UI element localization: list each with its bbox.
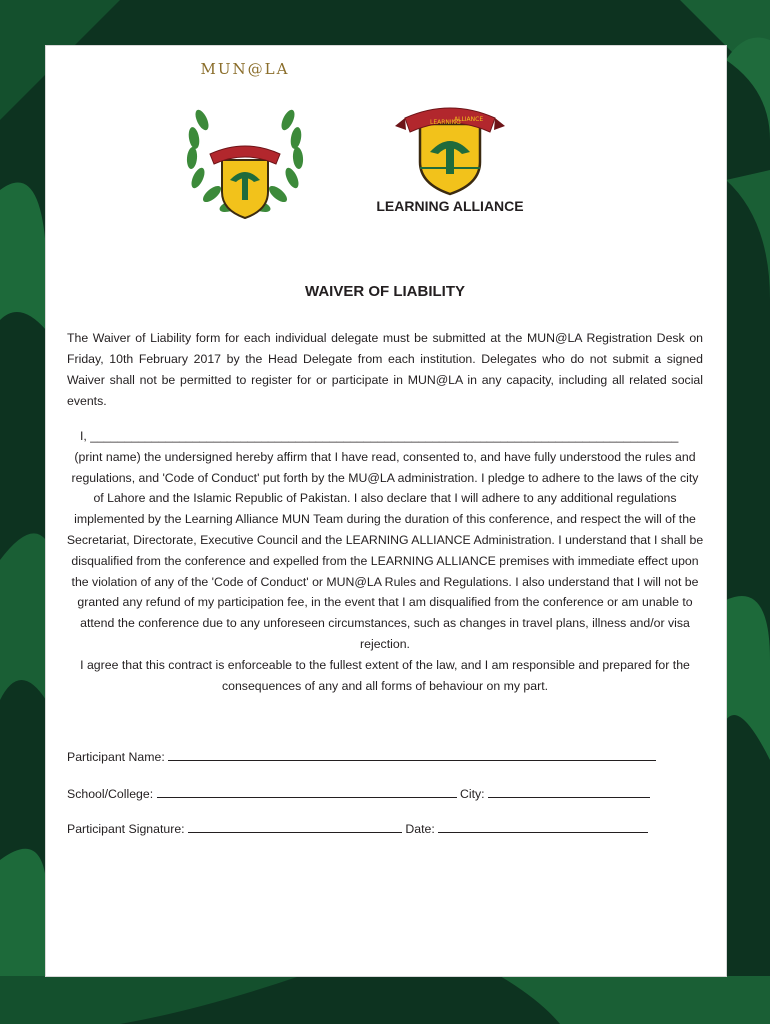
school-city-row <box>67 785 650 801</box>
mun-la-logo <box>180 60 310 230</box>
participant-name-label: Participant Name: <box>67 750 165 764</box>
intro-paragraph: The Waiver of Liability form for each individual delegate must be submitted at the MUN@LA Registration Desk on Friday, 10th February 2017 by the Head Delegate from each institution. Delegates who do not submit a signed Waiver shall not be permitted to register for or participate in MUN@LA in any capacity, including all related social events. <box>67 331 703 408</box>
school-label: School/College: <box>67 787 154 801</box>
city-field[interactable] <box>488 785 650 798</box>
date-label: Date: <box>405 822 435 836</box>
learning-alliance-logo <box>350 104 550 214</box>
seal-banner-left: LEARNING <box>430 119 461 126</box>
participant-name-row <box>67 748 656 764</box>
declaration-closing: I agree that this contract is enforceable to the fullest extent of the law, and I am responsible and prepared for the consequences of any and all forms of behaviour on my part. <box>80 657 690 693</box>
declaration-paragraph <box>66 426 704 696</box>
learning-alliance-crest-icon <box>350 104 550 196</box>
mun-la-wordmark: MUN@LA <box>200 60 290 78</box>
seal-banner-right: ALLIANCE <box>454 116 484 123</box>
date-field[interactable] <box>438 820 648 833</box>
learning-alliance-name: LEARNING ALLIANCE <box>376 198 524 214</box>
print-name-line[interactable]: I, ______________________________________________________________________________________ <box>80 429 679 443</box>
laurel-crest-icon <box>180 60 310 230</box>
signature-field[interactable] <box>188 820 402 833</box>
declaration-body: (print name) the undersigned hereby affirm that I have read, consented to, and have fully understood the rules and regulations, and 'Code of Conduct' put forth by the MU@LA administration. I pledge to adhere to the laws of the city of Lahore and the Islamic Republic of Pakistan. I also declare that I will adhere to any additional regulations implemented by the Learning Alliance MUN Team during the duration of this conference, and respect the will of the Secretariat, Directorate, Executive Council and the LEARNING ALLIANCE Administration. I understand that I shall be disqualified from the conference and expelled from the LEARNING ALLIANCE premises with immediate effect upon the violation of any of the 'Code of Conduct' or MUN@LA Rules and Regulations. I also understand that I will not be granted any refund of my participation fee, in the event that I am disqualified from the conference or am unable to attend the conference due to any unforeseen circumstances, such as changes in travel plans, illness and/or visa rejection. <box>66 449 704 651</box>
school-field[interactable] <box>157 785 457 798</box>
page-title: WAIVER OF LIABILITY <box>305 283 465 300</box>
signature-label: Participant Signature: <box>67 822 185 836</box>
participant-name-field[interactable] <box>168 748 656 761</box>
signature-date-row <box>67 820 648 836</box>
city-label: City: <box>459 787 485 801</box>
